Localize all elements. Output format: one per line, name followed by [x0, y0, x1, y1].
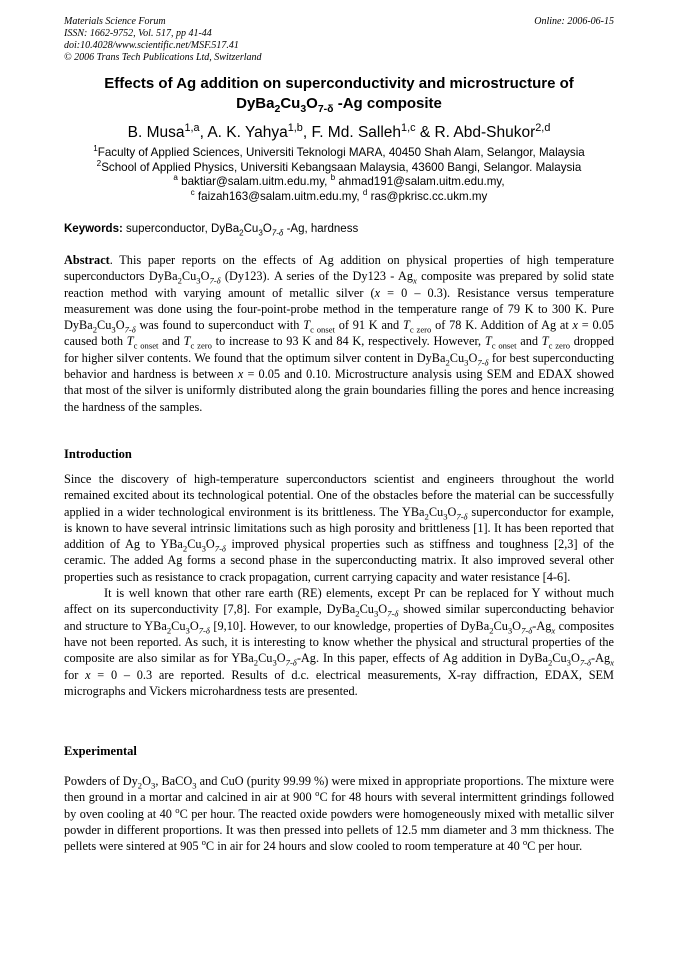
keywords: Keywords: superconductor, $DyBa_2Cu_3O_{7-\delta}$ -Ag, hardness [64, 223, 359, 238]
affiliation-1: $^1$Faculty of Applied Sciences, Universiti Teknologi MARA, 40450 Shah Alam, Selangor, Malaysia [93, 144, 585, 159]
intro-paragraph-1: Since the discovery of high-temperature superconductors scientist and engineers throughout the world remained excited about its technological potential. One of the obstacles before the material can be successfully applied in a wider technological environment is its brittleness. The $YBa_2Cu_3O_{7-\delta}$ superconductor for example, is known to have several intrinsic limitations such as high porosity and brittleness [1]. It has been reported that addition of Ag to $YBa_2Cu_3O_{7-\delta}$ improved physical properties such as stiffness and toughness [2,3] of the ceramic. The added Ag forms a second phase in the superconducting matrix. It also improved several other properties such as resistance to crack propagation, current carrying capacity and water resistance [4-6]. [64, 472, 614, 584]
experimental-body: Powders of $Dy_2O_3$, BaCO$_3$ and CuO (purity 99.99 %) were mixed in appropriate proportions. The mixture were then ground in a mortar and calcined in air at 900 $^o$C for 48 hours with several intermittent grindings followed by oven cooling at 40 $^o$C per hour. The reacted oxide powders were homogeneously mixed with metallic silver powder in different proportions. It was then pressed into pellets of 12.5 mm diameter and 3 mm thickness. The pellets were sintered at 905 $^o$C in air for 24 hours and slow cooled to room temperature at 40 $^o$C per hour. [64, 774, 614, 854]
issn: ISSN: 1662-9752, Vol. 517, pp 41-44 [64, 28, 212, 39]
emails-line-2: $^c$ faizah163@salam.uitm.edu.my, $^d$ ras@pkrisc.cc.ukm.my [190, 187, 488, 203]
paper-title [40, 74, 638, 114]
journal-header [64, 16, 262, 64]
section-heading-experimental: Experimental [64, 744, 137, 758]
doi: doi:10.4028/www.scientific.net/MSF.517.41 [64, 40, 239, 51]
introduction-body [64, 471, 614, 699]
journal-name: Materials Science Forum [64, 16, 166, 27]
emails-line-1: $^a$ baktiar@salam.uitm.edu.my, $^b$ ahmad191@salam.uitm.edu.my, [173, 173, 505, 188]
copyright: © 2006 Trans Tech Publications Ltd, Switzerland [64, 52, 262, 63]
author-list: B. Musa$^{1,a}$, A. K. Yahya$^{1,b}$, F. Md. Salleh$^{1,c}$ & R. Abd-Shukor$^{2,d}$ [127, 121, 551, 141]
section-heading-introduction: Introduction [64, 447, 132, 461]
abstract: Abstract. This paper reports on the effects of Ag addition on physical properties of high temperature superconductors $DyBa_2Cu_3O_{7-\delta}$ (Dy123). A series of the $Dy123 - Ag_x$ composite was prepared by solid state reaction method with varying amount of metallic silver (x = 0 – 0.3). Resistance versus temperature measurement was done using the four-point-probe method in the temperature range of 79 K to 300 K. Pure $DyBa_2Cu_3O_{7-\delta}$ was found to superconduct with $T_{c onset}$ of 91 K and $T_{c zero}$ of 78 K. Addition of Ag at x = 0.05 caused both $T_{c onset}$ and $T_{c zero}$ to increase to 93 K and 84 K, respectively. However, $T_{c onset}$ and $T_{c zero}$ dropped for higher silver contents. We found that the optimum silver content in $DyBa_2Cu_3O_{7-\delta}$ for best superconducting behavior and hardness is between x = 0.05 and 0.10. Microstructure analysis using SEM and EDAX showed that most of the silver is uniformly distributed along the grain boundaries filling the pores and hence increasing the hardness of the samples. [64, 253, 615, 414]
title-line-2: $DyBa_2Cu_3O_{7-\delta}$ -Ag composite [236, 95, 442, 115]
affiliations [40, 146, 638, 204]
affiliation-2: $^2$School of Applied Physics, Universiti Kebangsaan Malaysia, 43600 Bangi, Selangor. Malaysia [96, 158, 582, 174]
title-line-1: Effects of Ag addition on superconductivity and microstructure of [104, 75, 574, 92]
online-date: Online: 2006-06-15 [534, 16, 614, 27]
intro-paragraph-2: It is well known that other rare earth (RE) elements, except Pr can be replaced for Y without much affect on its superconductivity [7,8]. For example, $DyBa_2Cu_3O_{7-\delta}$ showed similar superconducting behavior and structure to $YBa_2Cu_3O_{7-\delta}$ [9,10]. However, to our knowledge, properties of $DyBa_2Cu_3O_{7-\delta}-Ag_x$ composites have not been reported. As such, it is interesting to know whether the physical and structural properties of the composite are also similar as for $YBa_2Cu_3O_{7-\delta}-Ag$. In this paper, effects of Ag addition in $DyBa_2Cu_3O_{7-\delta}-Ag_x$ for x = 0 – 0.3 are reported. Results of d.c. electrical measurements, X-ray diffraction, EDAX, SEM micrographs and Vickers microhardness tests are presented. [64, 586, 615, 698]
